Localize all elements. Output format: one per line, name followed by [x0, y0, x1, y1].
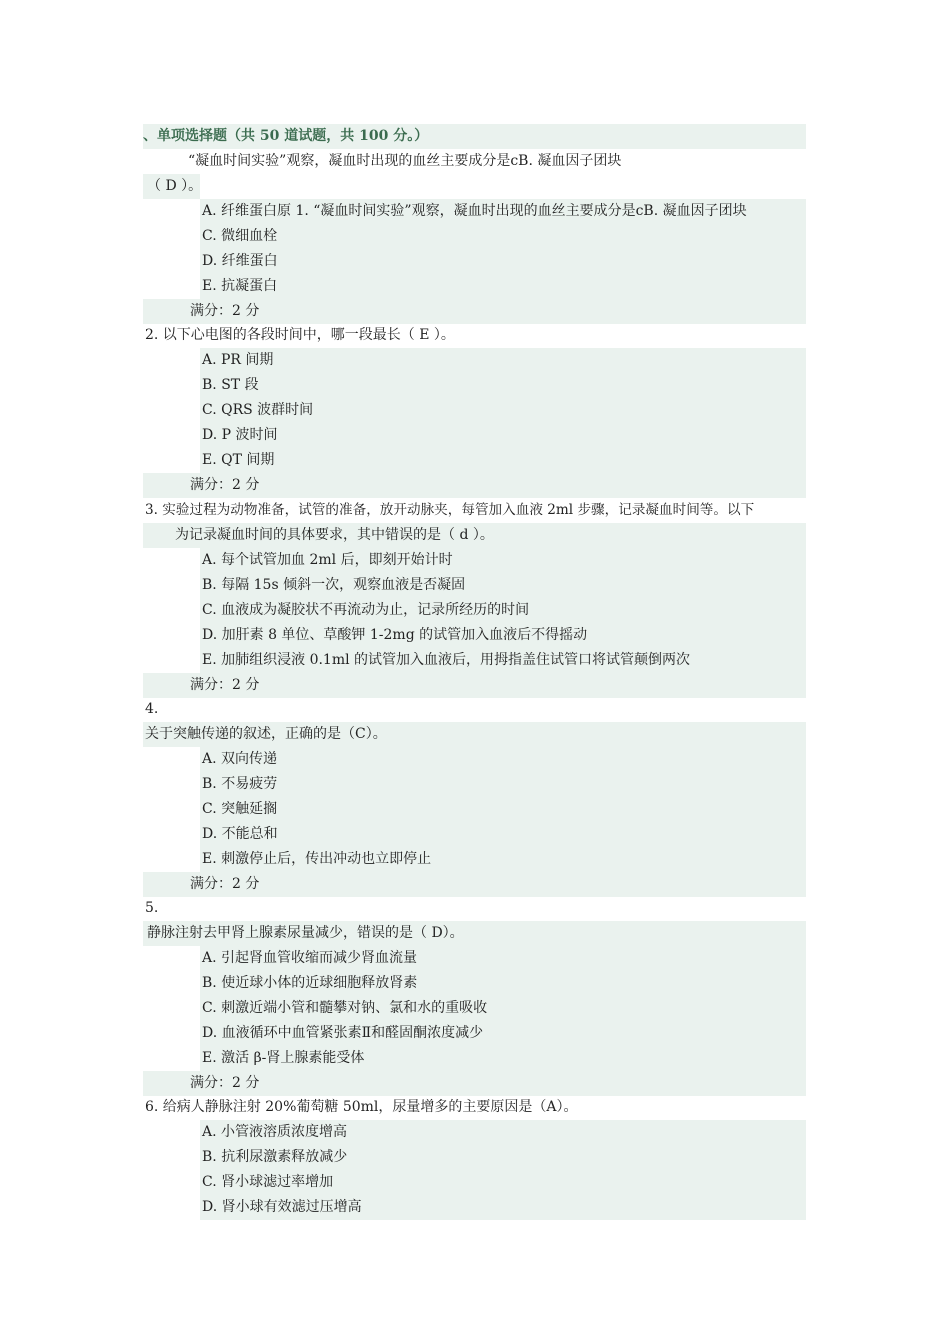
q4-score: 满分：2 分	[190, 876, 260, 892]
q6-option-d: D. 肾小球有效滤过压增高	[202, 1199, 362, 1215]
q5-option-c: C. 刺激近端小管和髓攀对钠、氯和水的重吸收	[202, 1000, 488, 1016]
q5-option-b: B. 使近球小体的近球细胞释放肾素	[202, 975, 418, 991]
q3-option-e: E. 加肺组织浸液 0.1ml 的试管加入血液后，用拇指盖住试管口将试管颠倒两次	[202, 652, 691, 668]
q1-option-c: C. 微细血栓	[202, 228, 278, 244]
q5-option-a: A. 引起肾血管收缩而减少肾血流量	[202, 950, 418, 966]
q6-option-c: C. 肾小球滤过率增加	[202, 1174, 334, 1190]
q2-option-a: A. PR 间期	[202, 352, 274, 368]
q4-option-d: D. 不能总和	[202, 826, 278, 842]
q1-stem-line-1: “凝血时间实验”观察，凝血时出现的血丝主要成分是cB. 凝血因子团块	[188, 153, 622, 169]
q2-option-d: D. P 波时间	[202, 427, 278, 443]
q6-option-a: A. 小管液溶质浓度增高	[202, 1124, 348, 1140]
q5-option-d: D. 血液循环中血管紧张素Ⅱ和醛固酮浓度减少	[202, 1025, 484, 1041]
q3-stem-line-1: 3. 实验过程为动物准备，试管的准备，放开动脉夹，每管加入血液 2ml 步骤，记录凝血时间等。以下	[145, 502, 755, 518]
q2-stem-line-1: 2. 以下心电图的各段时间中，哪一段最长（ E ）。	[145, 327, 455, 343]
q4-option-e: E. 刺激停止后，传出冲动也立即停止	[202, 851, 432, 867]
q6-stem: 6. 给病人静脉注射 20%葡萄糖 50ml，尿量增多的主要原因是（A）。	[145, 1099, 578, 1115]
q1-option-d: D. 纤维蛋白	[202, 253, 278, 269]
q2-option-e: E. QT 间期	[202, 452, 275, 468]
q4-option-b: B. 不易疲劳	[202, 776, 278, 792]
q4-stem: 关于突触传递的叙述，正确的是（C）。	[145, 726, 387, 742]
section-title: 、单项选择题（共 50 道试题，共 100 分。）	[143, 128, 429, 144]
q3-option-a: A. 每个试管加血 2ml 后，即刻开始计时	[202, 552, 453, 568]
q3-option-d: D. 加肝素 8 单位、草酸钾 1-2mg 的试管加入血液后不得摇动	[202, 627, 588, 643]
q1-score: 满分：2 分	[190, 303, 260, 319]
q5-stem: 静脉注射去甲肾上腺素尿量减少，错误的是（ D）。	[147, 925, 464, 941]
q3-stem-line-2: 为记录凝血时间的具体要求，其中错误的是（ d ）。	[175, 527, 494, 543]
q3-option-b: B. 每隔 15s 倾斜一次，观察血液是否凝固	[202, 577, 466, 593]
q1-option-e: E. 抗凝蛋白	[202, 278, 278, 294]
q4-option-a: A. 双向传递	[202, 751, 278, 767]
q3-option-c: C. 血液成为凝胶状不再流动为止，记录所经历的时间	[202, 602, 530, 618]
q5-number: 5.	[145, 900, 159, 916]
q1-stem-line-2: （ D ）。	[147, 178, 203, 194]
q2-option-b: B. ST 段	[202, 377, 259, 393]
q4-number: 4.	[145, 701, 159, 717]
q1-option-a: A. 纤维蛋白原 1. “凝血时间实验”观察，凝血时出现的血丝主要成分是cB. 凝血因子团块	[202, 203, 747, 219]
q2-score: 满分：2 分	[190, 477, 260, 493]
q5-option-e: E. 激活 β-肾上腺素能受体	[202, 1050, 365, 1066]
q3-score: 满分：2 分	[190, 677, 260, 693]
q4-option-c: C. 突触延搁	[202, 801, 278, 817]
q2-option-c: C. QRS 波群时间	[202, 402, 314, 418]
q5-score: 满分：2 分	[190, 1075, 260, 1091]
q6-option-b: B. 抗利尿激素释放减少	[202, 1149, 348, 1165]
